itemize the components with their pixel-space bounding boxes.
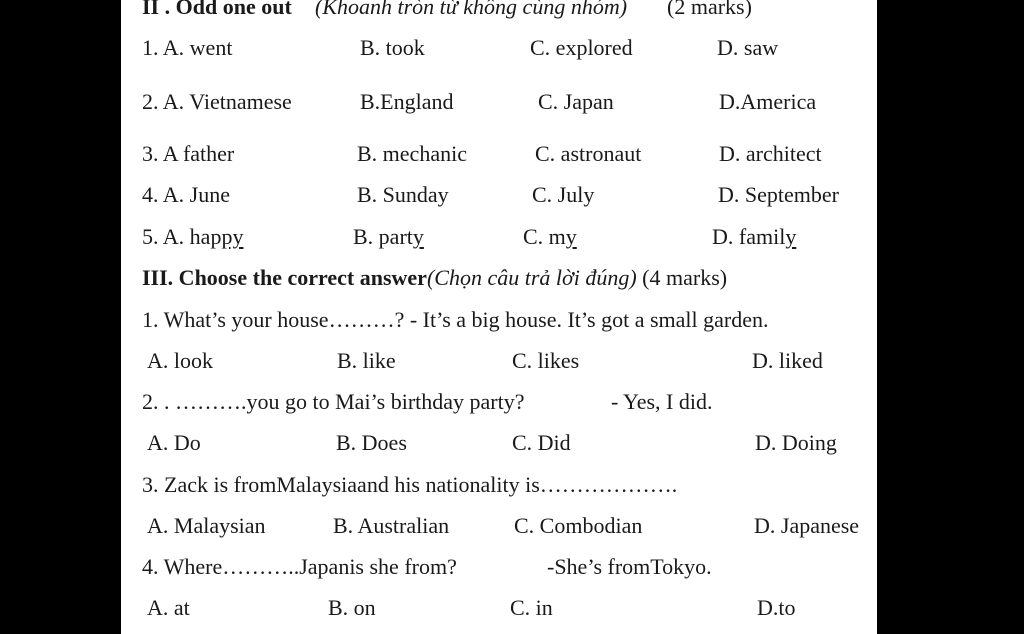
underlined-sound: y (565, 224, 577, 249)
question-answer-hint: -She’s fromTokyo. (547, 554, 712, 579)
option-d: D. Japanese (754, 513, 860, 538)
section-2-marks: (2 marks) (667, 0, 752, 19)
underlined-sound: y (785, 224, 797, 249)
option-c: C. astronaut (535, 141, 642, 166)
question-3-options (121, 511, 877, 541)
option-d: D. September (718, 182, 839, 207)
question-4-options (121, 593, 877, 623)
section-2-heading (121, 0, 877, 22)
question-answer-hint: - Yes, I did. (611, 389, 713, 414)
option-c: C. explored (530, 35, 633, 60)
option-b: B. took (360, 35, 425, 60)
section-2-title: II . Odd one out (142, 0, 292, 19)
option-d: D. saw (717, 35, 779, 60)
option-a: 2. A. Vietnamese (142, 89, 292, 114)
question-2 (121, 387, 877, 417)
option-d: D. family (712, 224, 797, 249)
option-a: A. look (147, 348, 213, 373)
section-3-heading (121, 263, 877, 293)
option-b: B. Sunday (357, 182, 449, 207)
option-c: C. July (532, 182, 595, 207)
option-d: D.America (719, 89, 817, 114)
option-b: B. party (353, 224, 424, 249)
option-b: B.England (360, 89, 454, 114)
question-text: 2. . ……….you go to Mai’s birthday party? (142, 389, 525, 414)
odd-one-row-3 (121, 139, 877, 169)
question-text: 4. Where………..Japanis she from? (142, 554, 457, 579)
odd-one-row-5 (121, 222, 877, 252)
question-3 (121, 470, 877, 500)
option-a: 3. A father (142, 141, 235, 166)
option-d: D.to (757, 595, 796, 620)
option-b: B. Does (336, 430, 407, 455)
question-text: 1. What’s your house………? - It’s a big house. It’s got a small garden. (142, 307, 769, 332)
question-2-options (121, 428, 877, 458)
option-c: C. in (510, 595, 553, 620)
option-a: 4. A. June (142, 182, 230, 207)
odd-one-row-2 (121, 87, 877, 117)
option-b: B. like (337, 348, 396, 373)
option-a: 1. A. went (142, 35, 233, 60)
option-a: 5. A. happy (142, 224, 244, 249)
option-c: C. my (523, 224, 577, 249)
option-d: D. Doing (755, 430, 837, 455)
option-b: B. mechanic (357, 141, 467, 166)
underlined-sound: py (221, 224, 244, 249)
odd-one-row-1 (121, 33, 877, 63)
odd-one-row-4 (121, 180, 877, 210)
section-3-instruction: (Chọn câu trả lời đúng) (426, 265, 637, 290)
question-1 (121, 305, 877, 335)
underlined-sound: y (412, 224, 424, 249)
option-a: A. Malaysian (147, 513, 266, 538)
option-b: B. Australian (333, 513, 450, 538)
question-1-options (121, 346, 877, 376)
section-3-marks: (4 marks) (636, 265, 728, 290)
option-a: A. Do (147, 430, 201, 455)
option-d: D. architect (719, 141, 822, 166)
option-c: C. Did (512, 430, 571, 455)
option-c: C. Japan (538, 89, 614, 114)
worksheet-page (121, 0, 877, 634)
option-d: D. liked (752, 348, 823, 373)
option-b: B. on (328, 595, 376, 620)
question-text: 3. Zack is fromMalaysiaand his nationality is………………. (142, 472, 678, 497)
option-c: C. likes (512, 348, 580, 373)
question-4 (121, 552, 877, 582)
section-3-title: III. Choose the correct answer (142, 265, 427, 290)
section-2-instruction: (Khoanh tròn từ không cùng nhóm) (315, 0, 628, 19)
option-c: C. Combodian (514, 513, 643, 538)
option-a: A. at (147, 595, 190, 620)
